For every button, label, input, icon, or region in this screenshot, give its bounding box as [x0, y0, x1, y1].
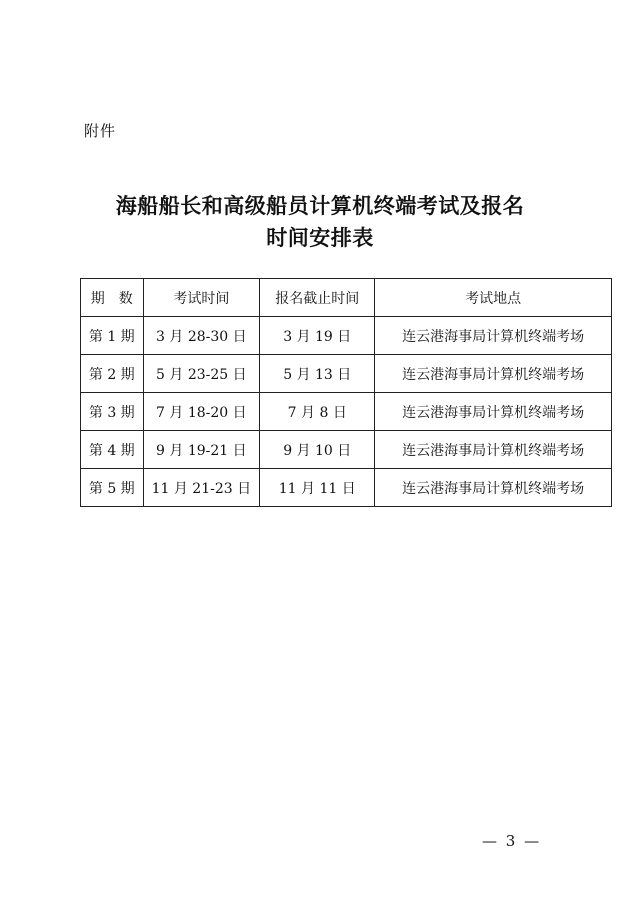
- column-header-registration-deadline: 报名截止时间: [260, 279, 375, 317]
- table-row: [81, 355, 612, 393]
- exam-date-cell: 3 月 28-30 日: [143, 317, 260, 355]
- table-row: [81, 393, 612, 431]
- registration-deadline-cell: 5 月 13 日: [260, 355, 375, 393]
- table-row: [81, 431, 612, 469]
- period-cell: 第 1 期: [81, 317, 144, 355]
- exam-schedule-table: [80, 278, 612, 507]
- exam-date-cell: 7 月 18-20 日: [143, 393, 260, 431]
- period-cell: 第 2 期: [81, 355, 144, 393]
- exam-location-cell: 连云港海事局计算机终端考场: [375, 355, 612, 393]
- registration-deadline-cell: 9 月 10 日: [260, 431, 375, 469]
- period-cell: 第 3 期: [81, 393, 144, 431]
- exam-date-cell: 9 月 19-21 日: [143, 431, 260, 469]
- exam-date-cell: 11 月 21-23 日: [143, 469, 260, 507]
- exam-location-cell: 连云港海事局计算机终端考场: [375, 393, 612, 431]
- exam-location-cell: 连云港海事局计算机终端考场: [375, 469, 612, 507]
- registration-deadline-cell: 3 月 19 日: [260, 317, 375, 355]
- period-cell: 第 4 期: [81, 431, 144, 469]
- table-header-row: [81, 279, 612, 317]
- column-header-exam-location: 考试地点: [375, 279, 612, 317]
- page-subtitle: 时间安排表: [266, 225, 374, 250]
- period-cell: 第 5 期: [81, 469, 144, 507]
- attachment-label: 附件: [84, 122, 117, 140]
- registration-deadline-cell: 11 月 11 日: [260, 469, 375, 507]
- table-row: [81, 317, 612, 355]
- page-number: — 3 —: [482, 832, 542, 850]
- exam-location-cell: 连云港海事局计算机终端考场: [375, 317, 612, 355]
- column-header-period: 期 数: [81, 279, 144, 317]
- registration-deadline-cell: 7 月 8 日: [260, 393, 375, 431]
- exam-location-cell: 连云港海事局计算机终端考场: [375, 431, 612, 469]
- column-header-exam-date: 考试时间: [143, 279, 260, 317]
- page-title: 海船船长和高级船员计算机终端考试及报名: [115, 193, 525, 218]
- exam-date-cell: 5 月 23-25 日: [143, 355, 260, 393]
- table-row: [81, 469, 612, 507]
